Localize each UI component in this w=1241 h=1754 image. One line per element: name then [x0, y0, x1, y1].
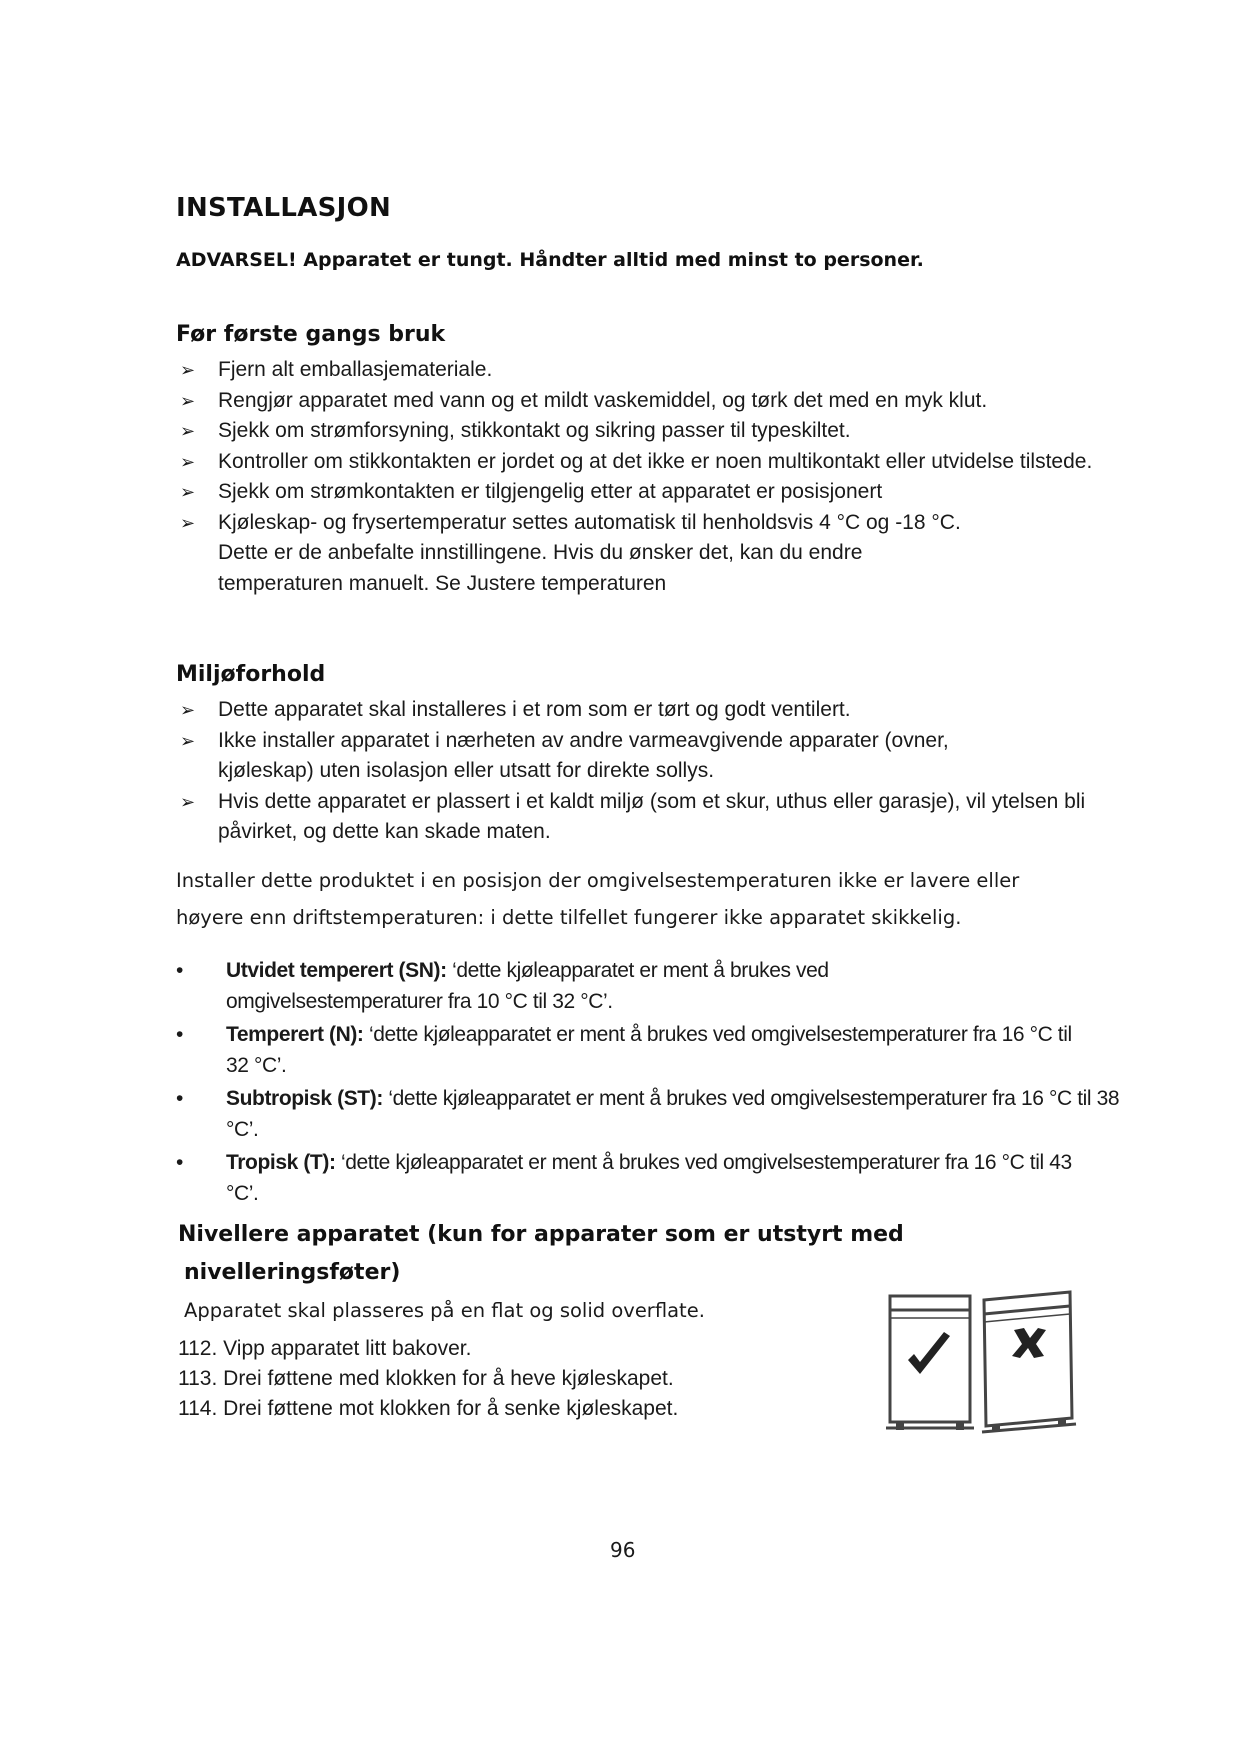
bullet-dot-icon: • [176, 1023, 183, 1046]
arrow-bullet-icon: ➢ [180, 791, 196, 812]
page-number: 96 [610, 1538, 636, 1562]
bullet-dot-icon: • [176, 1151, 183, 1174]
section-heading-environment: Miljøforhold [176, 662, 326, 687]
climate-class-item: • Temperert (N): ‘dette kjøleapparatet er ment å brukes ved omgivelsestemperaturer fra 16 °C til 32 °C’. [176, 1019, 1096, 1081]
ambient-temperature-paragraph: Installer dette produktet i en posisjon der omgivelsestemperaturen ikke er lavere eller høyere enn driftstemperaturen: i dette tilfellet fungerer ikke apparatet skikkelig. [176, 869, 1020, 929]
climate-class-item: • Subtropisk (ST): ‘dette kjøleapparatet er ment å brukes ved omgivelsestemperaturer fra 16 °C til 38 °C’. [176, 1083, 1136, 1145]
first-use-list [176, 355, 1136, 599]
arrow-bullet-icon: ➢ [180, 730, 196, 751]
arrow-bullet-icon: ➢ [180, 360, 196, 380]
list-item: ➢ Sjekk om strømkontakten er tilgjengelig etter at apparatet er posisjonert [176, 477, 1136, 508]
fridge-level-correct [886, 1296, 974, 1430]
section-heading-leveling-cont: nivelleringsføter) [184, 1260, 401, 1285]
leveling-steps [178, 1334, 678, 1424]
section-heading-leveling: Nivellere apparatet (kun for apparater som er utstyrt med [178, 1222, 904, 1247]
climate-class-list [176, 955, 1120, 1211]
step-item: 112. Vipp apparatet litt bakover. [178, 1337, 472, 1360]
leveling-illustration [884, 1290, 1084, 1450]
list-item: ➢ Hvis dette apparatet er plassert i et kaldt miljø (som et skur, uthus eller garasje), vil ytelsen bli påvirket, og dette kan skade maten. [176, 787, 1098, 848]
arrow-bullet-icon: ➢ [180, 421, 196, 441]
arrow-bullet-icon: ➢ [180, 451, 196, 472]
arrow-bullet-icon: ➢ [180, 700, 196, 720]
arrow-bullet-icon: ➢ [180, 512, 196, 533]
leveling-intro: Apparatet skal plasseres på en flat og solid overflate. [184, 1299, 705, 1322]
list-item: ➢ Sjekk om strømforsyning, stikkontakt og sikring passer til typeskiltet. [176, 416, 1136, 447]
list-item: ➢ Kjøleskap- og frysertemperatur settes automatisk til henholdsvis 4 °C og -18 °C. Dette er de anbefalte innstillingene. Hvis du ønsker det, kan du endre temperaturen manuelt. Se Justere temperaturen [176, 508, 988, 600]
step-item: 113. Drei føttene med klokken for å heve kjøleskapet. [178, 1367, 674, 1390]
warning-text: ADVARSEL! Apparatet er tungt. Håndter alltid med minst to personer. [176, 249, 924, 271]
bullet-dot-icon: • [176, 959, 183, 982]
section-heading-first-use: Før første gangs bruk [176, 322, 446, 347]
arrow-bullet-icon: ➢ [180, 390, 196, 411]
list-item: ➢ Ikke installer apparatet i nærheten av andre varmeavgivende apparater (ovner, kjøleskap) uten isolasjon eller utsatt for direkte sollys. [176, 726, 958, 787]
page-title: INSTALLASJON [176, 193, 392, 223]
climate-class-item: • Utvidet temperert (SN): ‘dette kjøleapparatet er ment å brukes ved omgivelsestemperaturer fra 10 °C til 32 °C’. [176, 955, 896, 1017]
fridge-tilted-incorrect [982, 1292, 1076, 1432]
climate-class-item: • Tropisk (T): ‘dette kjøleapparatet er ment å brukes ved omgivelsestemperaturer fra 16 °C til 43 °C’. [176, 1147, 1106, 1209]
list-item: ➢ Fjern alt emballasjemateriale. [176, 355, 1136, 386]
list-item: ➢ Dette apparatet skal installeres i et rom som er tørt og godt ventilert. [176, 695, 1096, 726]
arrow-bullet-icon: ➢ [180, 482, 196, 502]
step-item: 114. Drei føttene mot klokken for å senke kjøleskapet. [178, 1397, 679, 1420]
list-item: ➢ Rengjør apparatet med vann og et mildt vaskemiddel, og tørk det med en myk klut. [176, 386, 1136, 417]
list-item: ➢ Kontroller om stikkontakten er jordet og at det ikke er noen multikontakt eller utvidelse tilstede. [176, 447, 1098, 478]
bullet-dot-icon: • [176, 1087, 183, 1110]
environment-list [176, 695, 1096, 848]
